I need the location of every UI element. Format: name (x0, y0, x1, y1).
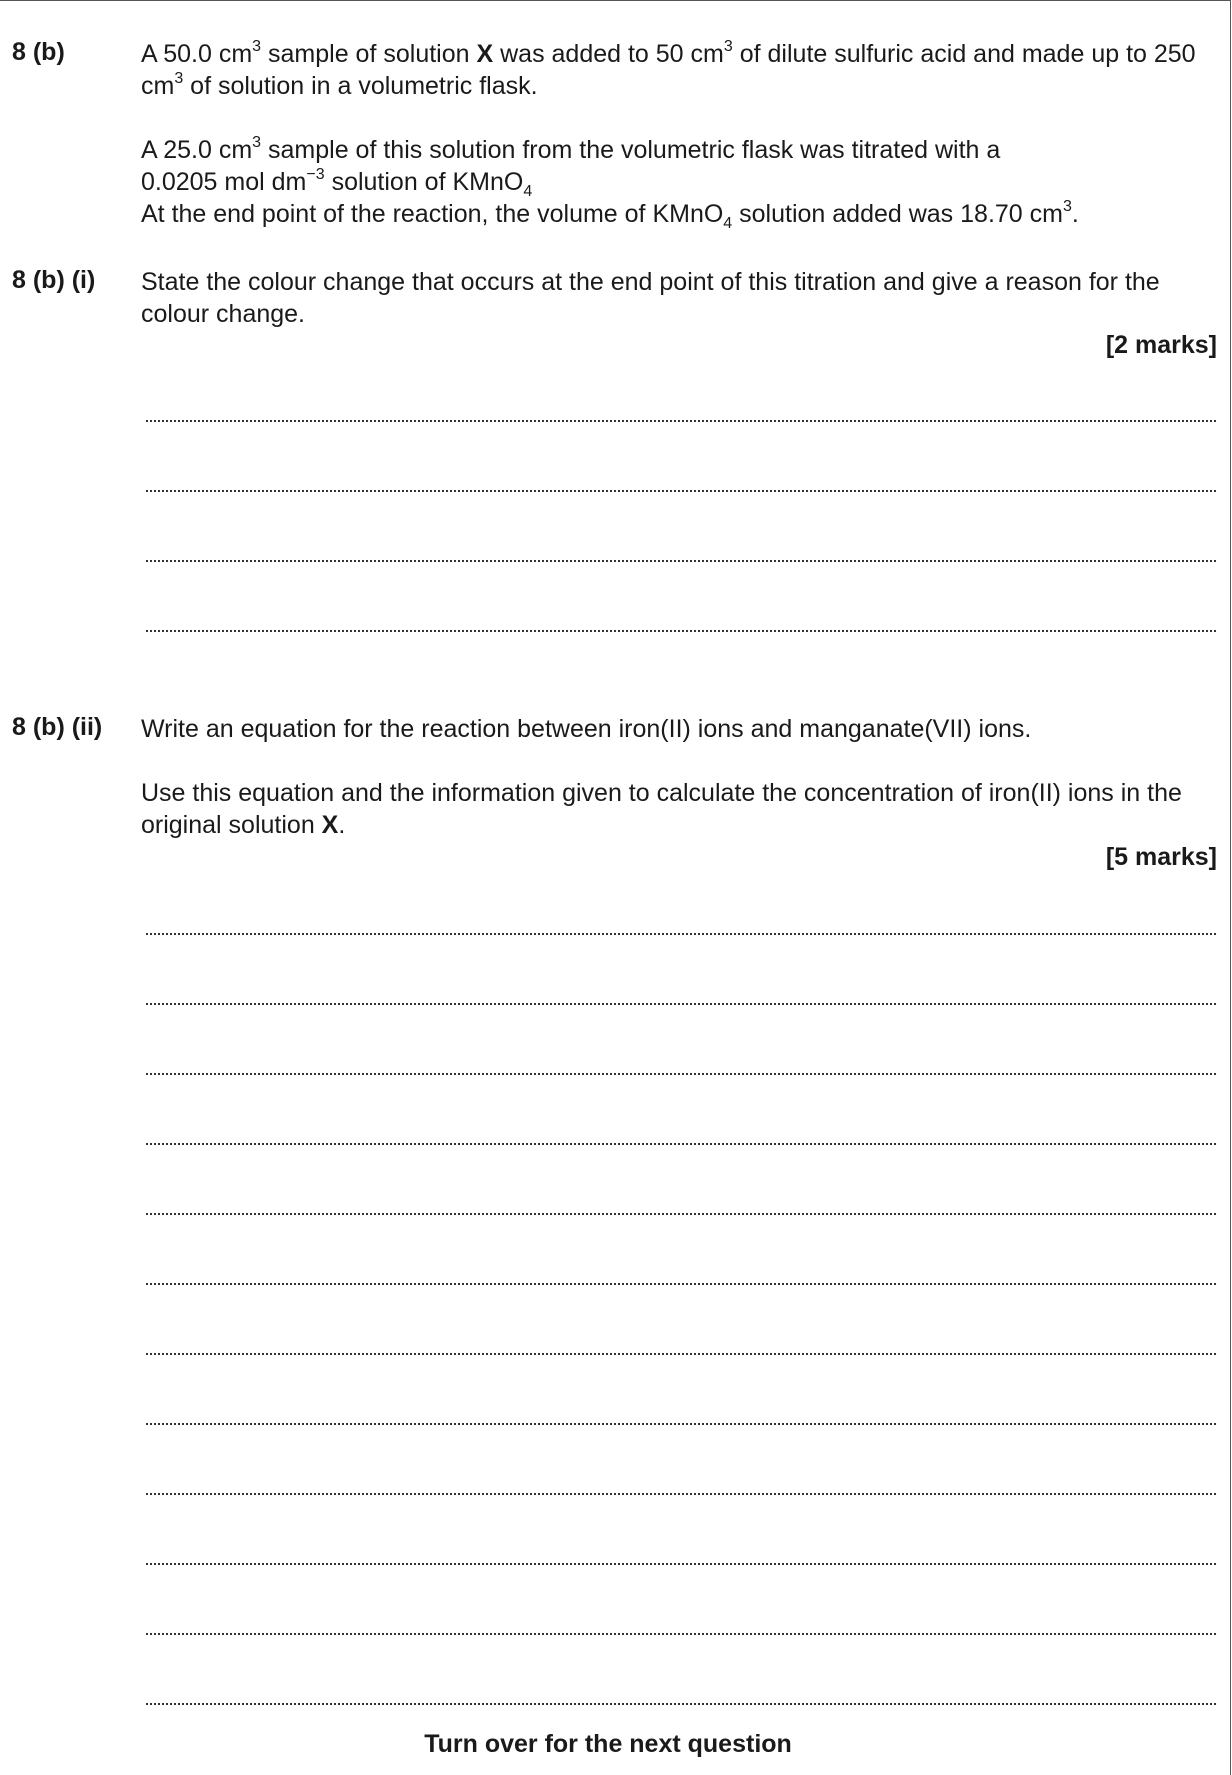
question-8bi-text: State the colour change that occurs at the end point of this titration and give a reason for the colour change. (141, 268, 1160, 328)
answer-line-8bii-5[interactable] (146, 1213, 1216, 1215)
marks-8bii: [5 marks] (1105, 843, 1217, 871)
answer-line-8bii-8[interactable] (146, 1423, 1216, 1425)
answer-line-8bi-1[interactable] (146, 420, 1216, 422)
answer-line-8bii-11[interactable] (146, 1633, 1216, 1635)
turn-over-footer: Turn over for the next question (424, 1730, 792, 1758)
answer-line-8bii-7[interactable] (146, 1353, 1216, 1355)
question-number-8bi: 8 (b) (i) (12, 266, 96, 294)
question-number-8bii: 8 (b) (ii) (12, 713, 103, 741)
answer-line-8bii-9[interactable] (146, 1493, 1216, 1495)
question-number-8b: 8 (b) (12, 38, 65, 66)
question-8bii-text-2: Use this equation and the information given to calculate the concentration of iron(II) ions in the original solution X. (141, 779, 1182, 839)
answer-line-8bi-3[interactable] (146, 560, 1216, 562)
answer-line-8bii-3[interactable] (146, 1073, 1216, 1075)
answer-line-8bii-4[interactable] (146, 1143, 1216, 1145)
answer-line-8bii-10[interactable] (146, 1563, 1216, 1565)
answer-line-8bii-2[interactable] (146, 1003, 1216, 1005)
answer-line-8bii-1[interactable] (146, 933, 1216, 935)
answer-line-8bi-2[interactable] (146, 490, 1216, 492)
marks-8bi: [2 marks] (1105, 331, 1217, 359)
question-8b-paragraph-1: A 50.0 $cm^3$ sample of solution X was added to 50 $cm^3$ of dilute sulfuric acid and made up to 250 $cm^3$ of solution in a volumetric flask. (141, 38, 1196, 100)
answer-line-8bii-12[interactable] (146, 1703, 1216, 1705)
question-8b-paragraph-2: A 25.0 $cm^3$ sample of this solution from the volumetric flask was titrated with a 0.0205 mol $dm^{-3}$ solution of KMnO$_4$ At the end point of the reaction, the volume of KMnO$_4$ solution added was 18.70 $cm^3$. (141, 134, 1079, 232)
answer-line-8bii-6[interactable] (146, 1283, 1216, 1285)
question-8bii-text-1: Write an equation for the reaction between iron(II) ions and manganate(VII) ions. (141, 715, 1032, 743)
answer-line-8bi-4[interactable] (146, 630, 1216, 632)
